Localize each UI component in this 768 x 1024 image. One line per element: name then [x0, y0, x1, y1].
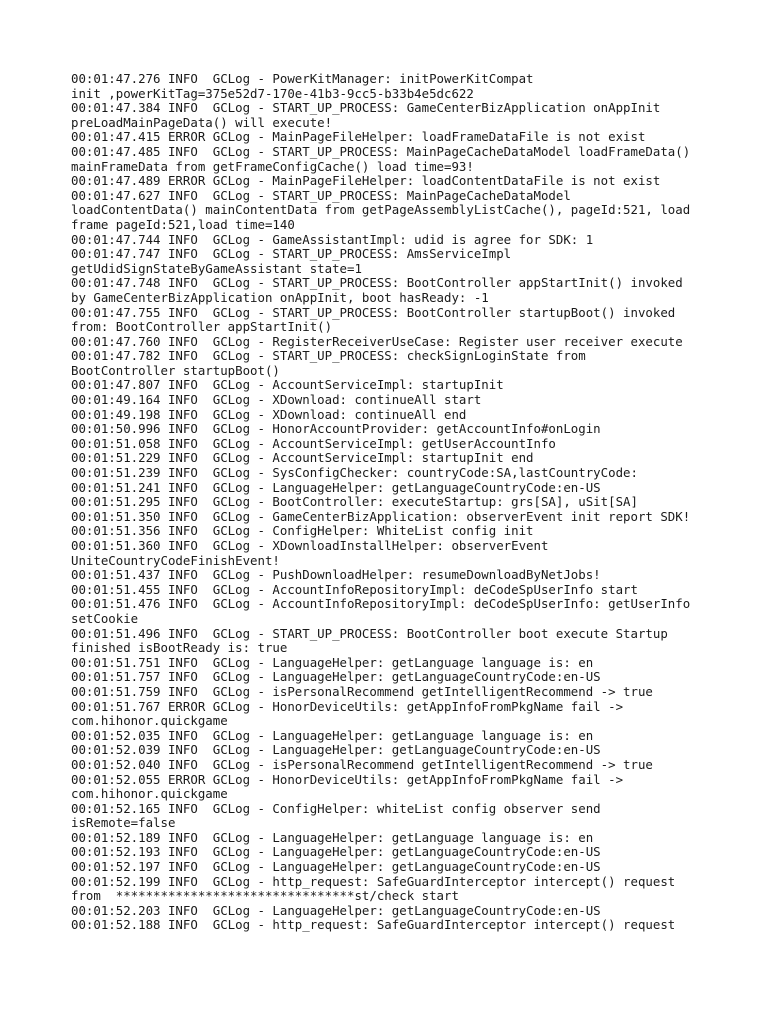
log-line: 00:01:49.164 INFO GCLog - XDownload: continueAll start	[71, 393, 482, 408]
log-line: 00:01:47.760 INFO GCLog - RegisterReceiverUseCase: Register user receiver execute	[71, 334, 683, 349]
log-line: 00:01:51.757 INFO GCLog - LanguageHelper: getLanguageCountryCode:en-US	[71, 670, 601, 685]
log-line: by GameCenterBizApplication onAppInit, boot hasReady: -1	[71, 290, 489, 305]
log-line: 00:01:50.996 INFO GCLog - HonorAccountProvider: getAccountInfo#onLogin	[71, 422, 601, 437]
log-line: 00:01:52.189 INFO GCLog - LanguageHelper: getLanguage language is: en	[71, 830, 594, 845]
log-line: 00:01:52.040 INFO GCLog - isPersonalRecommend getIntelligentRecommend -> true	[71, 757, 653, 772]
log-line: 00:01:47.807 INFO GCLog - AccountServiceImpl: startupInit	[71, 378, 504, 393]
log-line: 00:01:49.198 INFO GCLog - XDownload: continueAll end	[71, 407, 467, 422]
log-line: 00:01:47.747 INFO GCLog - START_UP_PROCESS: AmsServiceImpl	[71, 247, 512, 262]
log-line: 00:01:47.748 INFO GCLog - START_UP_PROCESS: BootController appStartInit() invoked	[71, 276, 683, 291]
log-line: 00:01:52.193 INFO GCLog - LanguageHelper: getLanguageCountryCode:en-US	[71, 845, 601, 860]
log-line: 00:01:47.627 INFO GCLog - START_UP_PROCESS: MainPageCacheDataModel	[71, 188, 571, 203]
log-line: frame pageId:521,load time=140	[71, 217, 295, 232]
log-line: 00:01:51.356 INFO GCLog - ConfigHelper: WhiteList config init	[71, 524, 534, 539]
log-line: setCookie	[71, 611, 139, 626]
log-line: com.hihonor.quickgame	[71, 787, 228, 802]
log-line: 00:01:51.360 INFO GCLog - XDownloadInstallHelper: observerEvent	[71, 539, 549, 553]
log-line: 00:01:52.055 ERROR GCLog - HonorDeviceUtils: getAppInfoFromPkgName fail ->	[71, 772, 624, 787]
log-line: 00:01:47.755 INFO GCLog - START_UP_PROCESS: BootController startupBoot() invoked	[71, 305, 676, 320]
log-line: 00:01:51.767 ERROR GCLog - HonorDeviceUtils: getAppInfoFromPkgName fail ->	[71, 699, 624, 714]
log-line: loadContentData() mainContentData from getPageAssemblyListCache(), pageId:521, load	[71, 203, 691, 218]
log-line: 00:01:52.188 INFO GCLog - http_request: SafeGuardInterceptor intercept() request	[71, 918, 676, 933]
log-line: init ,powerKitTag=375e52d7-170e-41b3-9cc5-b33b4e5dc622	[71, 86, 474, 101]
log-line: 00:01:51.476 INFO GCLog - AccountInfoRepositoryImpl: deCodeSpUserInfo: getUserInfo	[71, 597, 691, 612]
log-line: 00:01:51.239 INFO GCLog - SysConfigChecker: countryCode:SA,lastCountryCode:	[71, 466, 638, 481]
log-line: 00:01:51.751 INFO GCLog - LanguageHelper: getLanguage language is: en	[71, 655, 594, 670]
log-line: preLoadMainPageData() will execute!	[71, 115, 333, 130]
log-line: 00:01:51.229 INFO GCLog - AccountServiceImpl: startupInit end	[71, 451, 534, 466]
log-line: 00:01:47.276 INFO GCLog - PowerKitManager: initPowerKitCompat	[71, 72, 534, 86]
log-text-body	[71, 72, 711, 933]
log-document-page	[71, 72, 711, 933]
log-line: 00:01:47.744 INFO GCLog - GameAssistantImpl: udid is agree for SDK: 1	[71, 232, 594, 247]
log-line: 00:01:52.197 INFO GCLog - LanguageHelper: getLanguageCountryCode:en-US	[71, 860, 601, 875]
log-line: mainFrameData from getFrameConfigCache() load time=93!	[71, 159, 474, 174]
log-line: 00:01:47.384 INFO GCLog - START_UP_PROCESS: GameCenterBizApplication onAppInit	[71, 101, 661, 116]
log-line: from: BootController appStartInit()	[71, 320, 333, 335]
log-line: 00:01:52.199 INFO GCLog - http_request: SafeGuardInterceptor intercept() request	[71, 874, 676, 889]
log-line: finished isBootReady is: true	[71, 641, 288, 656]
log-line: UniteCountryCodeFinishEvent!	[71, 553, 280, 568]
log-line: 00:01:51.759 INFO GCLog - isPersonalRecommend getIntelligentRecommend -> true	[71, 684, 653, 699]
log-line: 00:01:51.350 INFO GCLog - GameCenterBizApplication: observerEvent init report SDK!	[71, 509, 691, 524]
log-line: 00:01:51.295 INFO GCLog - BootController: executeStartup: grs[SA], uSit[SA]	[71, 495, 638, 510]
log-line: from ********************************st/check start	[71, 889, 459, 904]
log-line: 00:01:52.165 INFO GCLog - ConfigHelper: whiteList config observer send	[71, 801, 601, 816]
log-line: 00:01:52.035 INFO GCLog - LanguageHelper: getLanguage language is: en	[71, 728, 594, 743]
log-line: BootController startupBoot()	[71, 363, 280, 378]
log-line: 00:01:47.489 ERROR GCLog - MainPageFileHelper: loadContentDataFile is not exist	[71, 174, 661, 189]
log-line: 00:01:51.496 INFO GCLog - START_UP_PROCESS: BootController boot execute Startup	[71, 626, 668, 641]
log-line: com.hihonor.quickgame	[71, 714, 228, 729]
log-line: 00:01:51.455 INFO GCLog - AccountInfoRepositoryImpl: deCodeSpUserInfo start	[71, 582, 638, 597]
log-line: getUdidSignStateByGameAssistant state=1	[71, 261, 362, 276]
log-line: 00:01:52.039 INFO GCLog - LanguageHelper: getLanguageCountryCode:en-US	[71, 743, 601, 758]
log-line: 00:01:52.203 INFO GCLog - LanguageHelper: getLanguageCountryCode:en-US	[71, 903, 601, 918]
log-line: 00:01:47.782 INFO GCLog - START_UP_PROCESS: checkSignLoginState from	[71, 349, 586, 364]
log-line: 00:01:51.058 INFO GCLog - AccountServiceImpl: getUserAccountInfo	[71, 436, 556, 451]
log-line: isRemote=false	[71, 816, 176, 831]
log-line: 00:01:47.485 INFO GCLog - START_UP_PROCESS: MainPageCacheDataModel loadFrameData()	[71, 144, 691, 159]
log-line: 00:01:51.437 INFO GCLog - PushDownloadHelper: resumeDownloadByNetJobs!	[71, 568, 601, 583]
log-line: 00:01:47.415 ERROR GCLog - MainPageFileHelper: loadFrameDataFile is not exist	[71, 130, 646, 145]
log-line: 00:01:51.241 INFO GCLog - LanguageHelper: getLanguageCountryCode:en-US	[71, 480, 601, 495]
